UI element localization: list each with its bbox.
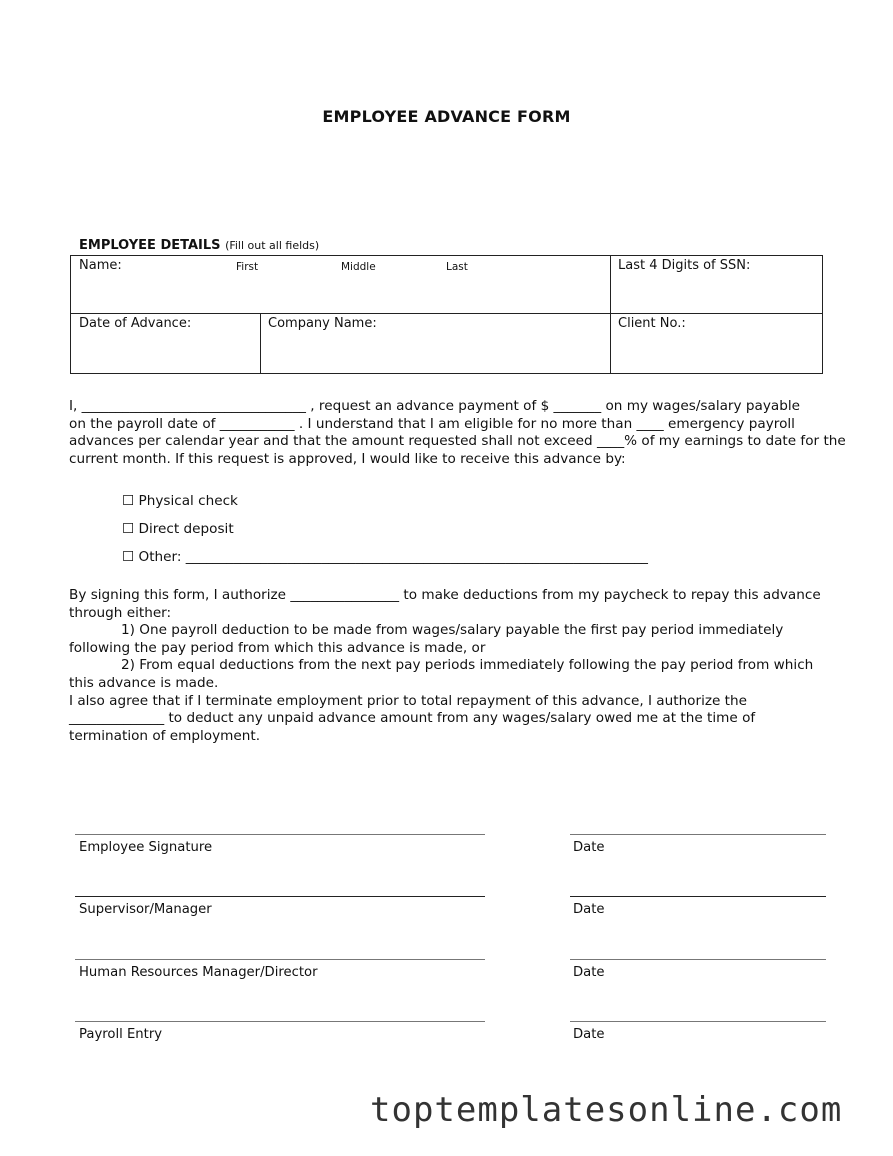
- date-of-advance-label: Date of Advance:: [79, 316, 192, 331]
- ssn-label: Last 4 Digits of SSN:: [618, 258, 751, 273]
- company-name-label: Company Name:: [268, 316, 377, 331]
- request-line: current month. If this request is approved, I would like to receive this advance by:: [69, 450, 626, 467]
- section-heading-text: EMPLOYEE DETAILS: [79, 238, 221, 253]
- name-label: Name:: [79, 258, 122, 273]
- request-line: I, _________________________________ , request an advance payment of $ _______ on my wages/salary payable: [69, 398, 800, 414]
- other-option[interactable]: ☐ Other: ____________________________________________________________________: [122, 549, 648, 565]
- hr-signature-line[interactable]: [75, 959, 485, 960]
- form-title: EMPLOYEE ADVANCE FORM: [322, 107, 571, 126]
- authorization-option-two: 2) From equal deductions from the next pay periods immediately following the pay period from which this advance is made.: [69, 657, 814, 691]
- employee-date-label: Date: [573, 840, 605, 855]
- request-line: on the payroll date of ___________ . I understand that I am eligible for no more than ____ emergency payroll: [69, 415, 795, 432]
- middle-name-label: Middle: [341, 261, 376, 273]
- supervisor-signature-label: Supervisor/Manager: [79, 902, 212, 917]
- request-line: advances per calendar year and that the amount requested shall not exceed ____% of my earnings to date for the: [69, 433, 846, 450]
- employee-signature-line[interactable]: [75, 834, 485, 835]
- payroll-entry-label: Payroll Entry: [79, 1027, 163, 1042]
- termination-text: I also agree that if I terminate employment prior to total repayment of this advance, I authorize the ______________ to deduct any unpaid advance amount from any wages/salary owed me at the time of termination of employment.: [69, 692, 756, 744]
- supervisor-signature-line[interactable]: [75, 896, 485, 897]
- payroll-signature-line[interactable]: [75, 1021, 485, 1022]
- employee-details-heading: [79, 238, 319, 253]
- hr-date-label: Date: [573, 965, 605, 980]
- hr-signature-label: Human Resources Manager/Director: [79, 965, 318, 980]
- supervisor-date-line[interactable]: [570, 896, 826, 897]
- payroll-date-line[interactable]: [570, 1021, 826, 1022]
- first-name-label: First: [236, 261, 259, 273]
- physical-check-option[interactable]: ☐ Physical check: [122, 493, 238, 509]
- watermark: toptemplatesonline.com: [370, 1090, 843, 1130]
- supervisor-date-label: Date: [573, 902, 605, 917]
- authorization-text: By signing this form, I authorize ________________ to make deductions from my paycheck to repay this advance through either:: [69, 587, 821, 621]
- client-no-label: Client No.:: [618, 316, 686, 331]
- employee-signature-label: Employee Signature: [79, 840, 213, 855]
- direct-deposit-option[interactable]: ☐ Direct deposit: [122, 521, 234, 537]
- payroll-date-label: Date: [573, 1027, 605, 1042]
- last-name-label: Last: [446, 261, 468, 273]
- authorization-paragraph: [69, 587, 829, 745]
- hr-date-line[interactable]: [570, 959, 826, 960]
- employee-date-line[interactable]: [570, 834, 826, 835]
- authorization-option-one: 1) One payroll deduction to be made from wages/salary payable the first pay period immediately following the pay period from which this advance is made, or: [69, 622, 784, 656]
- request-paragraph: [69, 398, 846, 468]
- section-note: (Fill out all fields): [225, 239, 320, 252]
